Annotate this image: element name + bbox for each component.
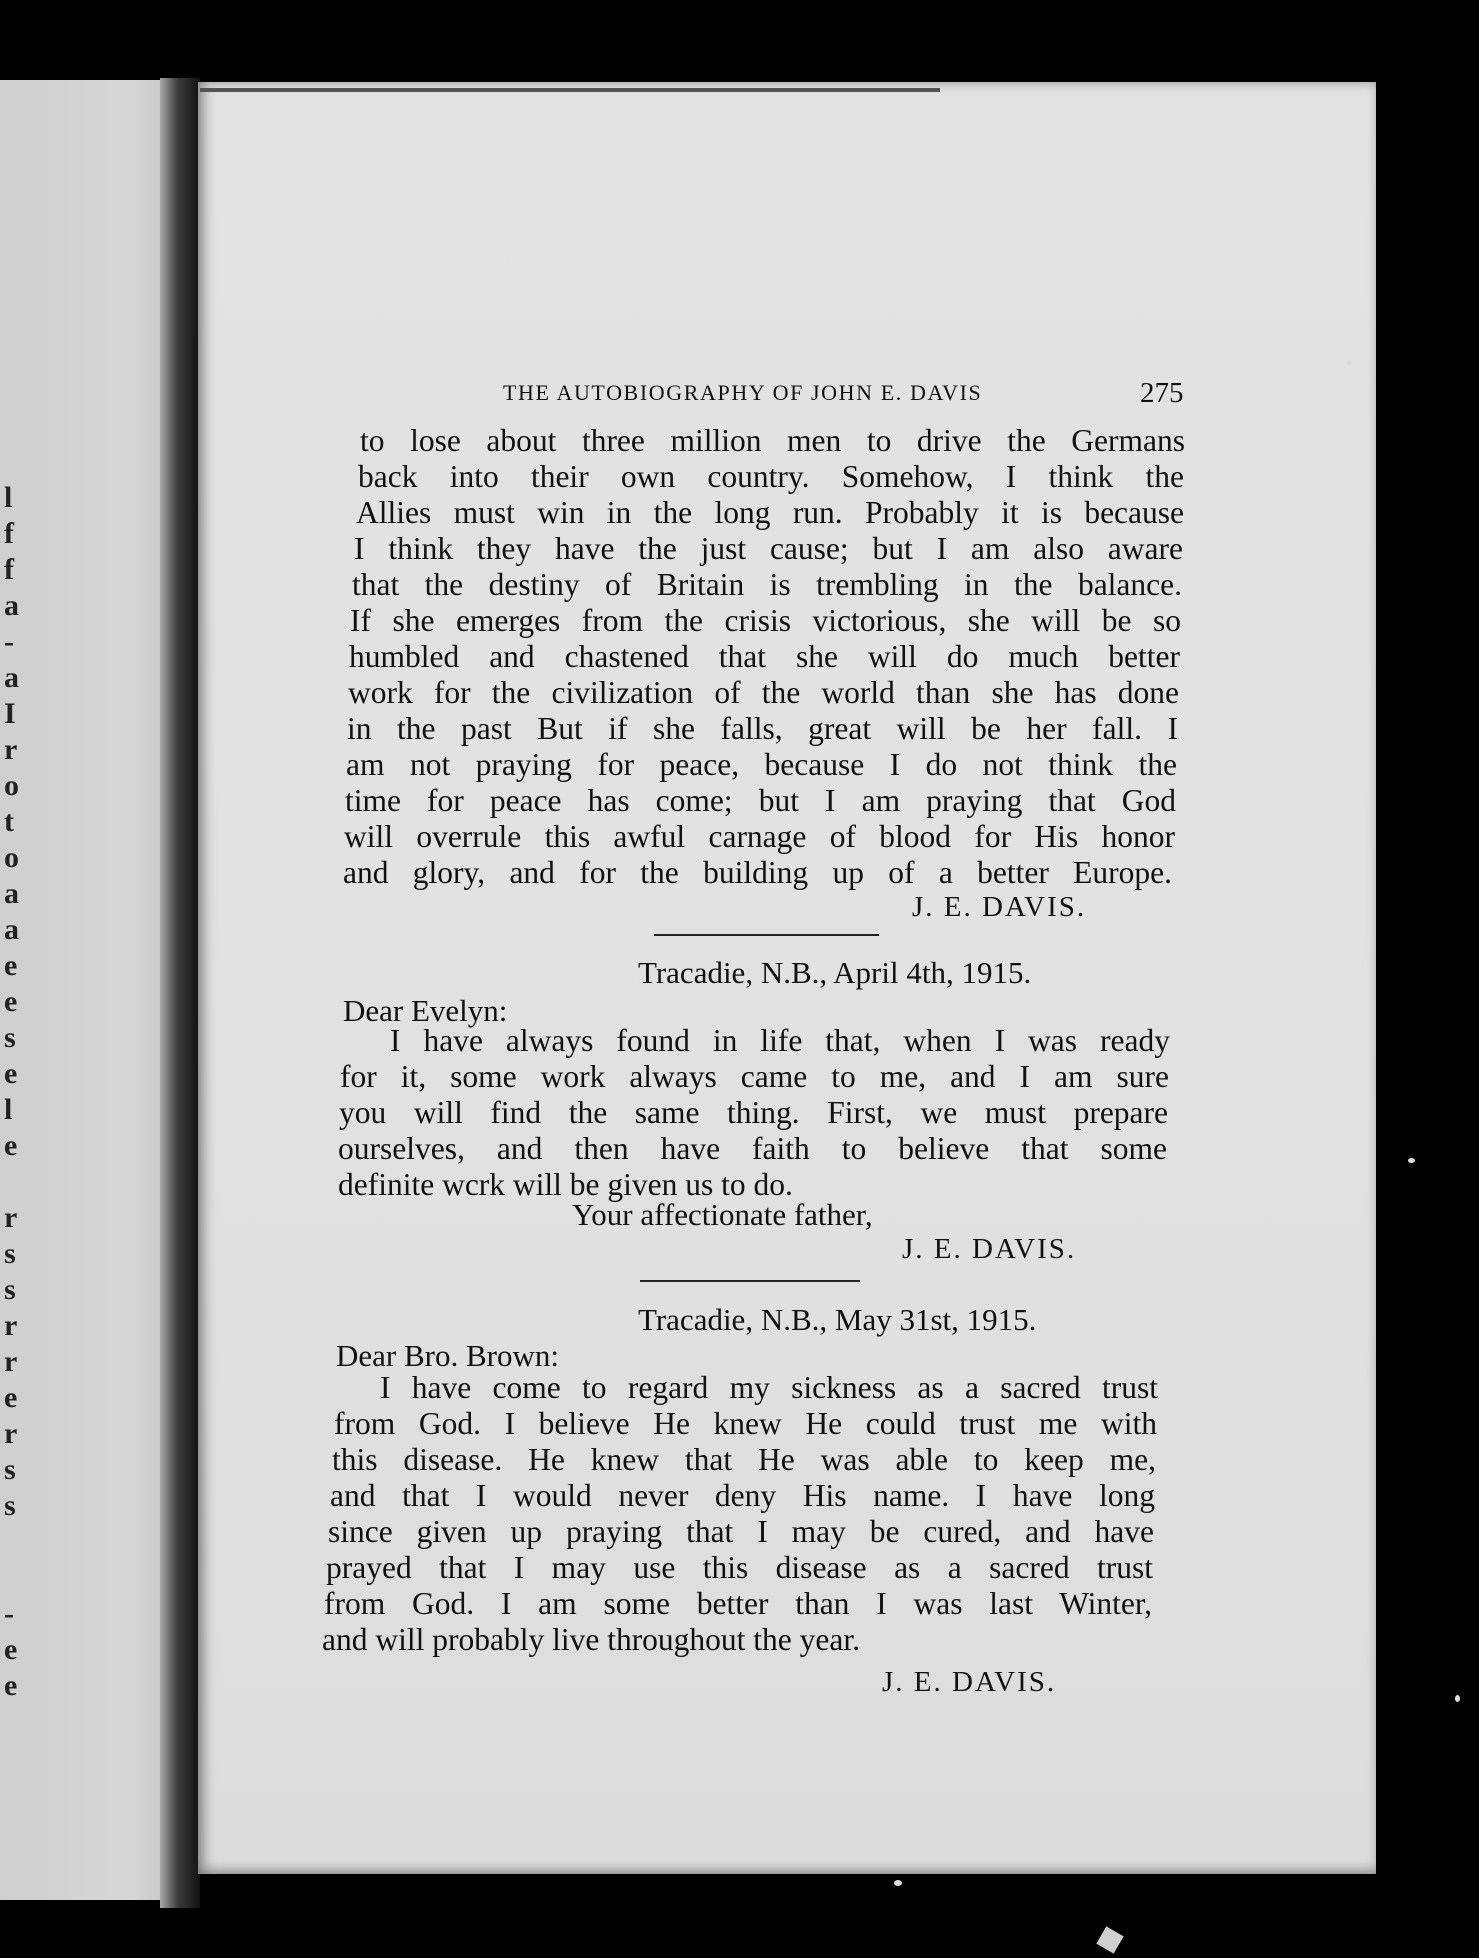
letter-divider	[654, 934, 879, 936]
cropped-char: -	[4, 1597, 14, 1630]
cropped-char: s	[4, 1021, 16, 1054]
continuation-line: in the past But if she falls, great will be her fall. I	[347, 711, 1178, 746]
book-gutter	[160, 78, 200, 1908]
signature: J. E. DAVIS.	[912, 891, 1087, 923]
letter-line: and that I would never deny His name. I have long	[330, 1478, 1155, 1513]
cropped-char: t	[4, 805, 14, 838]
cropped-char: e	[4, 1381, 18, 1414]
letter-line: since given up praying that I may be cured, and have	[328, 1514, 1154, 1549]
cropped-char: s	[4, 1273, 16, 1306]
continuation-line: humbled and chastened that she will do much better	[349, 639, 1180, 674]
continuation-line: time for peace has come; but I am praying that God	[345, 783, 1176, 818]
cropped-char: a	[4, 913, 19, 946]
letter-line: I have come to regard my sickness as a sacred trust	[380, 1370, 1158, 1405]
cropped-char: I	[4, 697, 16, 730]
cropped-char: -	[4, 625, 14, 658]
running-head: THE AUTOBIOGRAPHY OF JOHN E. DAVIS	[503, 380, 983, 405]
letter-line: from God. I believe He knew He could trust me with	[334, 1406, 1157, 1441]
cropped-char: r	[4, 733, 18, 766]
cropped-char: e	[4, 1057, 18, 1090]
cropped-char: r	[4, 1417, 18, 1450]
cropped-char: r	[4, 1201, 18, 1234]
cropped-char: e	[4, 1129, 18, 1162]
letter-line: and will probably live throughout the year.	[322, 1622, 861, 1657]
continuation-line: Allies must win in the long run. Probably it is because	[356, 495, 1184, 530]
letter-line: ourselves, and then have faith to believe that some	[338, 1131, 1167, 1166]
cropped-char: f	[4, 517, 14, 550]
signature: J. E. DAVIS.	[882, 1666, 1057, 1698]
letter-line: definite wcrk will be given us to do.	[338, 1167, 793, 1202]
letter-line: I have always found in life that, when I was ready	[390, 1023, 1170, 1058]
cropped-char: e	[4, 1669, 18, 1702]
left-page-cropped-text	[4, 480, 24, 1704]
scan-speck	[894, 1880, 902, 1886]
continuation-line: If she emerges from the crisis victorious, she will be so	[350, 603, 1181, 638]
letter-line: prayed that I may use this disease as a sacred trust	[326, 1550, 1153, 1585]
signature: J. E. DAVIS.	[902, 1233, 1077, 1265]
cropped-char: e	[4, 1633, 18, 1666]
letter-line: for it, some work always came to me, and I am sure	[340, 1059, 1169, 1094]
cropped-char	[4, 1560, 24, 1596]
letter-dateline: Tracadie, N.B., April 4th, 1915.	[638, 955, 1032, 990]
cropped-char: s	[4, 1489, 16, 1522]
letter-salutation: Dear Evelyn:	[343, 993, 508, 1028]
page-top-edge	[200, 88, 940, 92]
scan-speck	[1096, 1926, 1123, 1953]
cropped-char: o	[4, 841, 19, 874]
letter-dateline: Tracadie, N.B., May 31st, 1915.	[638, 1302, 1037, 1337]
cropped-char: s	[4, 1237, 16, 1270]
cropped-char: o	[4, 769, 19, 802]
continuation-line: work for the civilization of the world than she has done	[348, 675, 1179, 710]
letter-line: from God. I am some better than I was last Winter,	[324, 1586, 1152, 1621]
scan-speck	[1408, 1158, 1415, 1163]
letter-divider	[640, 1280, 860, 1282]
continuation-line: that the destiny of Britain is trembling in the balance.	[352, 567, 1182, 602]
continuation-line: am not praying for peace, because I do not think the	[346, 747, 1177, 782]
cropped-char: a	[4, 589, 19, 622]
letter-line: you will find the same thing. First, we must prepare	[339, 1095, 1168, 1130]
continuation-line: and glory, and for the building up of a better Europe.	[343, 855, 1172, 890]
cropped-char: l	[4, 1093, 13, 1126]
cropped-char	[4, 1164, 24, 1200]
continuation-line: back into their own country. Somehow, I think the	[358, 459, 1184, 494]
letter-salutation: Dear Bro. Brown:	[336, 1338, 559, 1373]
cropped-char: l	[4, 481, 13, 514]
cropped-char: f	[4, 553, 14, 586]
continuation-line: will overrule this awful carnage of blood for His honor	[344, 819, 1175, 854]
cropped-char: r	[4, 1345, 18, 1378]
scan-speck	[1346, 360, 1352, 366]
continuation-line: to lose about three million men to drive the Germans	[360, 423, 1185, 458]
scan-speck	[1455, 1695, 1460, 1702]
cropped-char: a	[4, 877, 19, 910]
cropped-char: s	[4, 1453, 16, 1486]
letter-closing: Your affectionate father,	[572, 1197, 873, 1232]
cropped-char: e	[4, 949, 18, 982]
page-number: 275	[1140, 377, 1184, 409]
cropped-char: a	[4, 661, 19, 694]
continuation-line: I think they have the just cause; but I am also aware	[354, 531, 1183, 566]
cropped-char: r	[4, 1309, 18, 1342]
cropped-char	[4, 1524, 24, 1560]
letter-line: this disease. He knew that He was able to keep me,	[332, 1442, 1156, 1477]
cropped-char: e	[4, 985, 18, 1018]
